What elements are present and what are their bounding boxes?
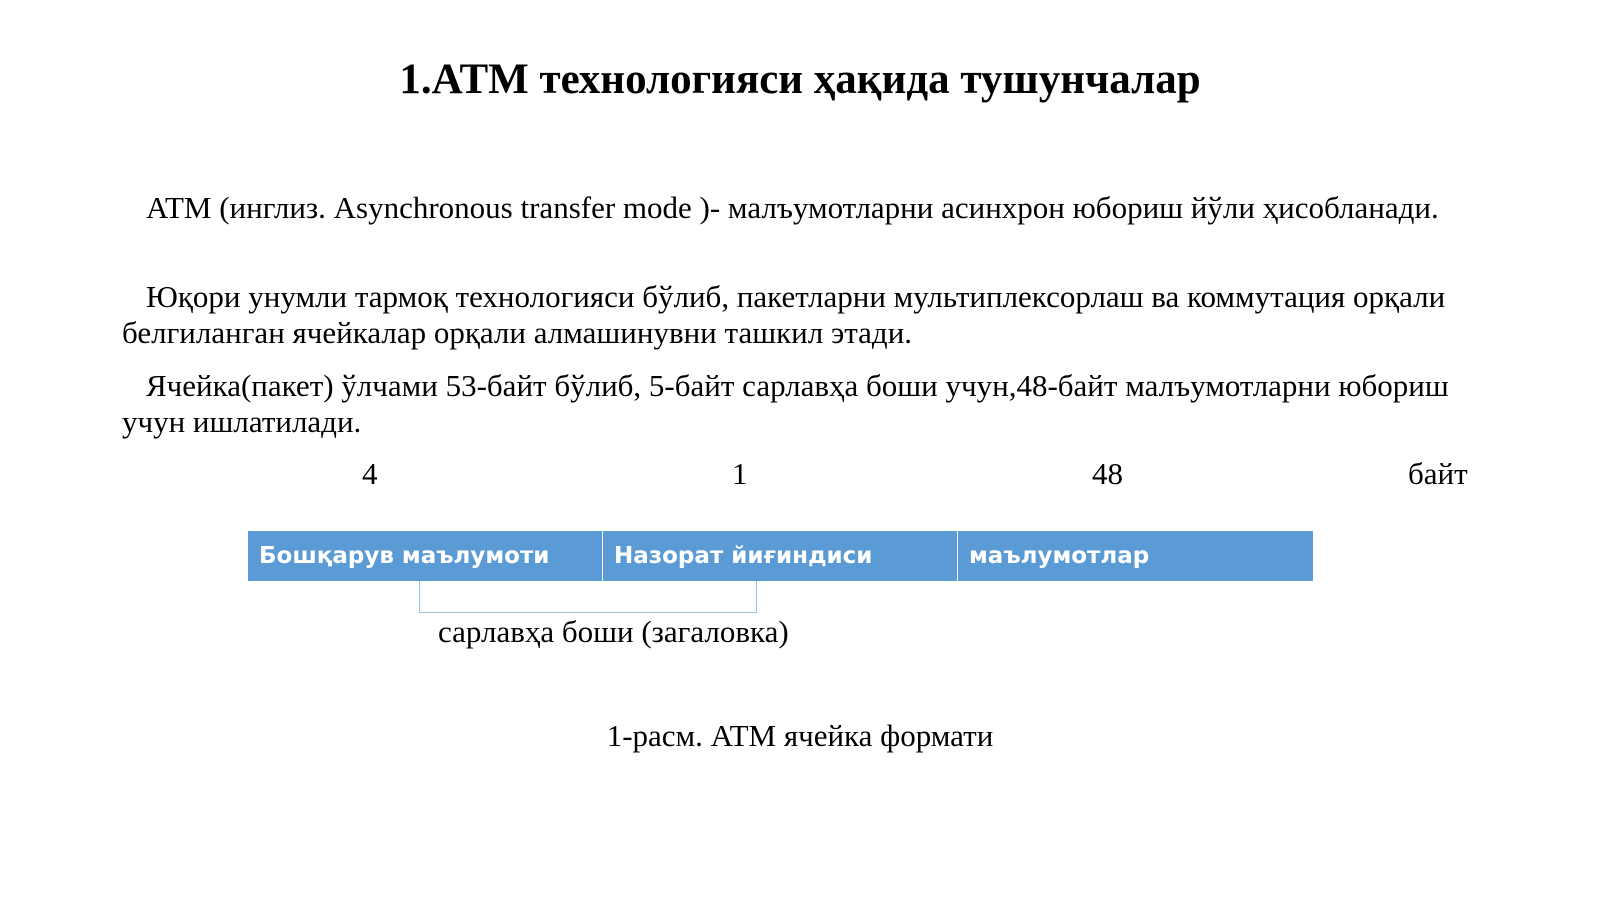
byte-size-control: 4 (362, 456, 378, 491)
header-label: сарлавҳа боши (загаловка) (438, 614, 789, 649)
page-title: 1.ATM технологияси ҳақида тушунчалар (399, 56, 1201, 103)
byte-size-data: 48 (1092, 456, 1123, 491)
header-bracket (419, 581, 757, 613)
figure-caption: 1-расм. ATM ячейка формати (606, 718, 994, 753)
byte-size-checksum: 1 (732, 456, 748, 491)
paragraph-cell-size: Ячейка(пакет) ўлчами 53-байт бўлиб, 5-байт сарлавҳа боши учун,48-байт малъумотларни юбориш учун ишлатилади. (122, 368, 1449, 439)
atm-cell-format-diagram (248, 531, 1313, 581)
paragraph-atm-technology: Юқори унумли тармоқ технологияси бўлиб, пакетларни мультиплексорлаш ва коммутация орқали белгиланган ячейкалар орқали алмашинувни ташкил этади. (122, 279, 1446, 350)
byte-unit-label: байт (1408, 456, 1468, 491)
field-control-info: Бошқарув маълумоти (248, 531, 603, 581)
field-checksum: Назорат йиғиндиси (603, 531, 958, 581)
field-payload-data: маълумотлар (958, 531, 1313, 581)
paragraph-atm-definition: ATM (инглиз. Asynchronous transfer mode )- малъумотларни асинхрон юбориш йўли ҳисобланади. (146, 190, 1439, 225)
